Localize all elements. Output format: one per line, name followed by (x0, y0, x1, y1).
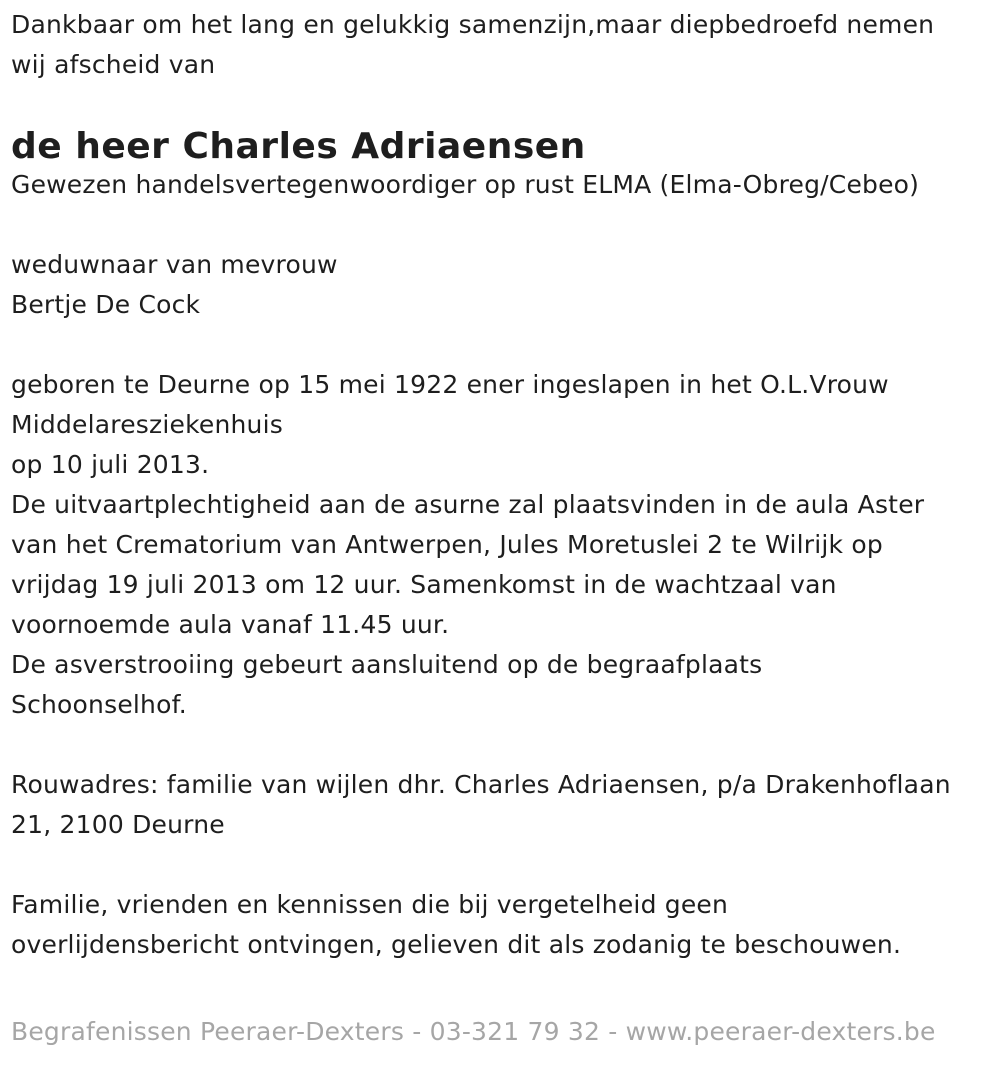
text-line: 21, 2100 Deurne (11, 810, 225, 839)
deceased-name: de heer Charles Adriaensen (11, 126, 586, 167)
spouse-name: Bertje De Cock (11, 290, 201, 319)
text-line: Rouwadres: familie van wijlen dhr. Charles Adriaensen, p/a Drakenhoflaan (11, 770, 951, 799)
text-line: voornoemde aula vanaf 11.45 uur. (11, 610, 450, 639)
text-line: weduwnaar van mevrouw (11, 250, 338, 279)
mourning-address (11, 765, 996, 845)
text-line: overlijdensbericht ontvingen, gelieven dit als zodanig te beschouwen. (11, 930, 902, 959)
text-line: van het Crematorium van Antwerpen, Jules Moretuslei 2 te Wilrijk op (11, 530, 883, 559)
text-line: De asverstrooiing gebeurt aansluitend op de begraafplaats (11, 650, 763, 679)
closing-note (11, 885, 996, 965)
text-line: De uitvaartplechtigheid aan de asurne zal plaatsvinden in de aula Aster (11, 490, 925, 519)
text-line: Schoonselhof. (11, 690, 187, 719)
text-line: op 10 juli 2013. (11, 450, 210, 479)
funeral-home-footer: Begrafenissen Peeraer-Dexters - 03-321 79 32 - www.peeraer-dexters.be (11, 1017, 936, 1046)
intro-text (11, 5, 996, 85)
occupation: Gewezen handelsvertegenwoordiger op rust ELMA (Elma-Obreg/Cebeo) (11, 170, 920, 199)
text-line: Dankbaar om het lang en gelukkig samenzijn,maar diepbedroefd nemen (11, 10, 935, 39)
obituary-notice (11, 5, 996, 965)
text-line: wij afscheid van (11, 50, 216, 79)
funeral-details (11, 365, 996, 725)
text-line: geboren te Deurne op 15 mei 1922 ener ingeslapen in het O.L.Vrouw (11, 370, 889, 399)
text-line: vrijdag 19 juli 2013 om 12 uur. Samenkomst in de wachtzaal van (11, 570, 837, 599)
text-line: Middelaresziekenhuis (11, 410, 283, 439)
spouse-info (11, 245, 996, 325)
text-line: Familie, vrienden en kennissen die bij vergetelheid geen (11, 890, 729, 919)
